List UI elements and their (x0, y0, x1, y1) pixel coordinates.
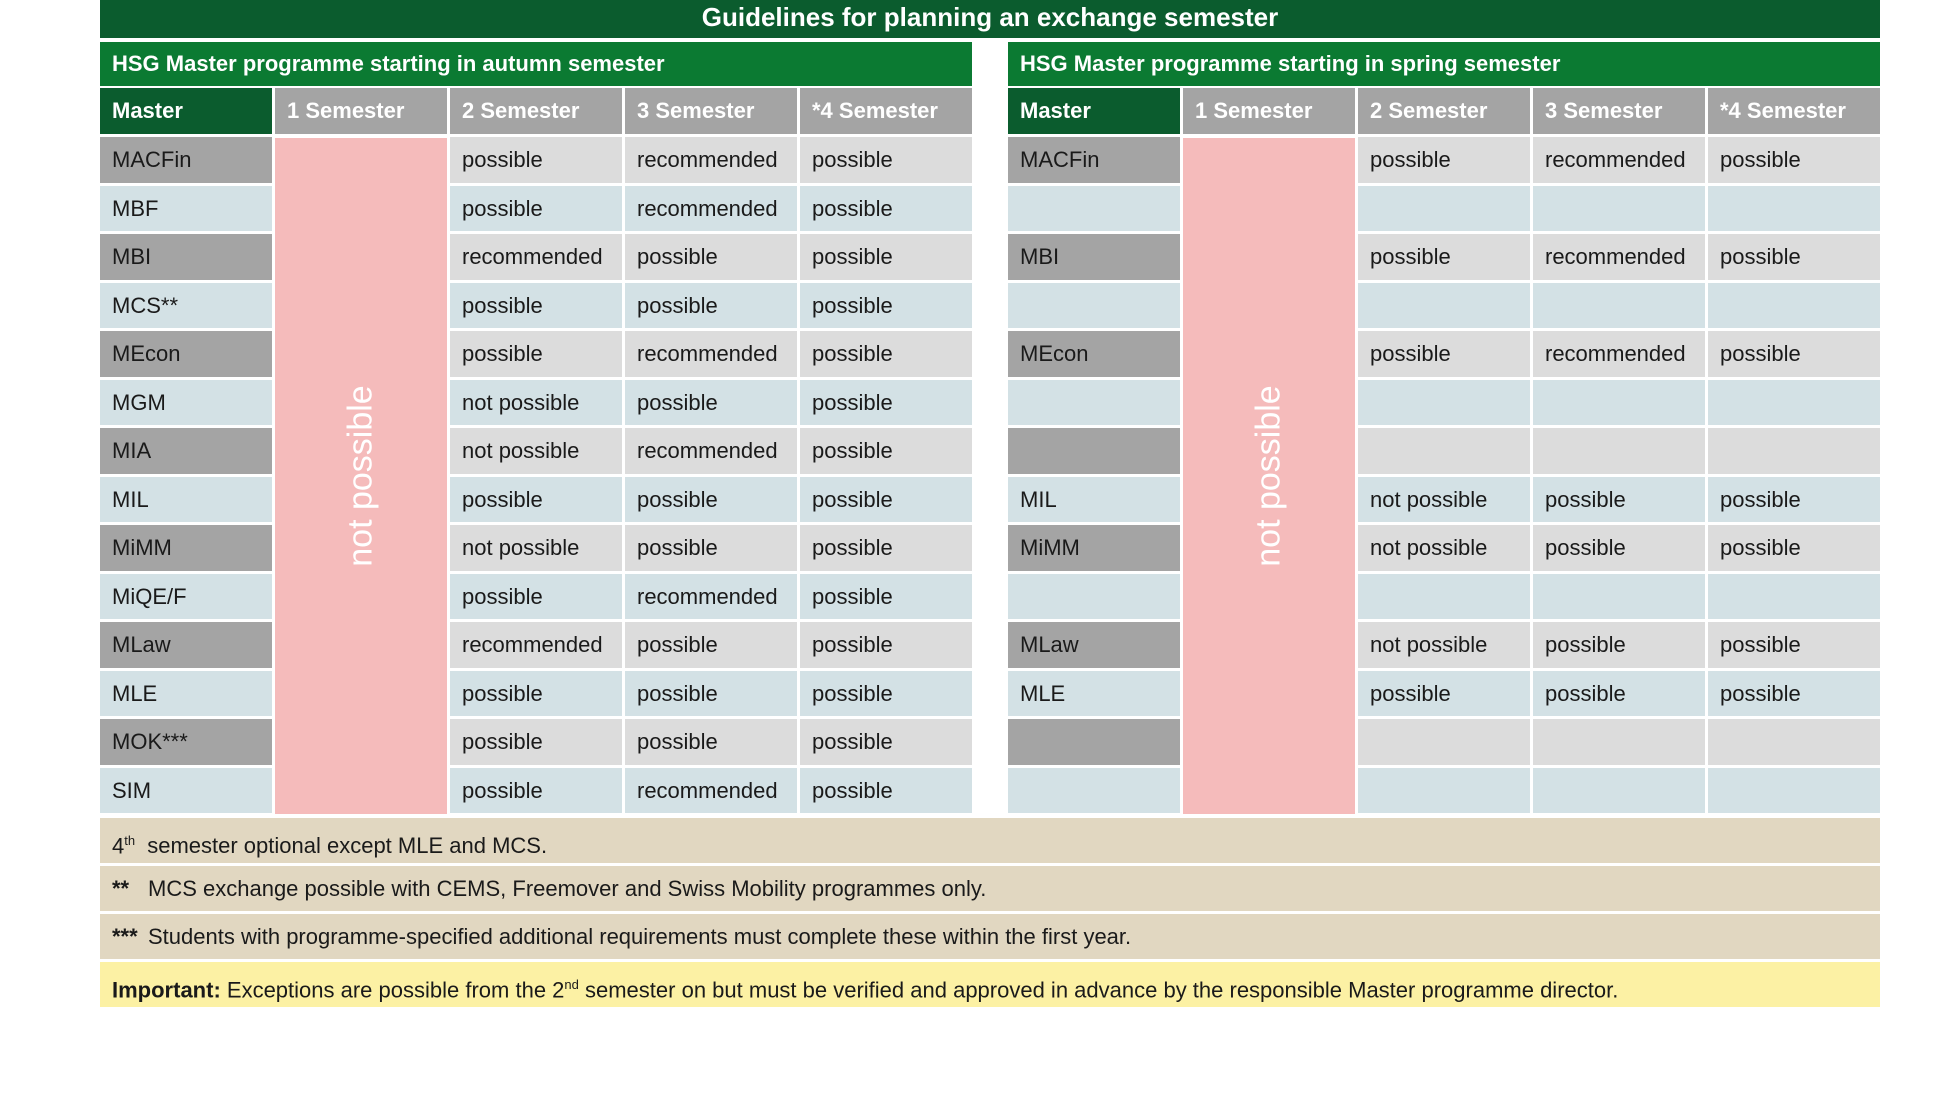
semester-3-cell: recommended (625, 331, 797, 377)
page-title: Guidelines for planning an exchange semester (100, 0, 1880, 38)
semester-2-cell (1358, 719, 1530, 765)
column-header-master: Master (1008, 88, 1180, 134)
semester-3-cell: recommended (625, 428, 797, 474)
programme-name-cell: MIA (100, 428, 272, 474)
table-row (1008, 477, 1880, 523)
table-row (1008, 719, 1880, 765)
table-row (1008, 525, 1880, 571)
semester-4-cell: possible (1708, 331, 1880, 377)
programme-name-cell (1008, 428, 1180, 474)
semester-2-cell: possible (450, 137, 622, 183)
semester-2-cell: possible (450, 574, 622, 620)
table-row (1008, 671, 1880, 717)
table-row (100, 331, 972, 377)
table-row (1008, 428, 1880, 474)
column-header-master: Master (100, 88, 272, 134)
semester-3-cell: possible (1533, 671, 1705, 717)
table-row (1008, 574, 1880, 620)
semester-2-cell: possible (450, 186, 622, 232)
semester-3-cell (1533, 186, 1705, 232)
note-mcs-marker: ** (112, 876, 130, 901)
semester-3-cell: recommended (625, 137, 797, 183)
section-heading: HSG Master programme starting in autumn semester (100, 42, 972, 86)
semester-4-cell: possible (800, 477, 972, 523)
column-header-semester-2: 2 Semester (450, 88, 622, 134)
semester-2-cell: recommended (450, 234, 622, 280)
table-row (100, 137, 972, 183)
semester-3-cell: recommended (1533, 234, 1705, 280)
programme-name-cell: MEcon (1008, 331, 1180, 377)
semester-3-cell (1533, 283, 1705, 329)
semester-4-cell (1708, 380, 1880, 426)
semester-4-cell (1708, 186, 1880, 232)
column-header-semester-1: 1 Semester (275, 88, 447, 134)
semester-4-cell: possible (800, 719, 972, 765)
semester-3-cell: possible (625, 719, 797, 765)
semester-3-cell: possible (625, 477, 797, 523)
note-fourth-semester-text: semester optional except MLE and MCS. (147, 833, 548, 859)
semester-2-cell: possible (450, 331, 622, 377)
table-row (100, 380, 972, 426)
programme-name-cell (1008, 186, 1180, 232)
column-header-semester-3: 3 Semester (1533, 88, 1705, 134)
note-fourth-semester (100, 818, 1880, 863)
semester-2-cell: possible (450, 283, 622, 329)
column-header-row (100, 88, 972, 134)
semester-2-cell: not possible (450, 428, 622, 474)
semester-3-cell: possible (1533, 477, 1705, 523)
semester-2-cell (1358, 428, 1530, 474)
note-mok-marker: *** (112, 924, 138, 949)
semester-2-cell (1358, 768, 1530, 814)
semester-4-cell: possible (1708, 137, 1880, 183)
programme-name-cell: MACFin (1008, 137, 1180, 183)
programme-name-cell: MLE (100, 671, 272, 717)
semester-3-cell: recommended (625, 574, 797, 620)
semester-4-cell: possible (1708, 671, 1880, 717)
note-fourth-semester-sup: th (124, 833, 136, 848)
first-semester-label: not possible (1249, 385, 1288, 567)
semester-4-cell: possible (800, 186, 972, 232)
table-row (100, 622, 972, 668)
programme-name-cell: MOK*** (100, 719, 272, 765)
note-mcs-text: MCS exchange possible with CEMS, Freemover and Swiss Mobility programmes only. (148, 876, 987, 901)
programme-name-cell (1008, 283, 1180, 329)
table-row (1008, 380, 1880, 426)
semester-3-cell (1533, 428, 1705, 474)
semester-2-cell: not possible (1358, 477, 1530, 523)
programme-name-cell: SIM (100, 768, 272, 814)
table-row (1008, 622, 1880, 668)
semester-4-cell (1708, 719, 1880, 765)
table-row (1008, 186, 1880, 232)
semester-3-cell (1533, 574, 1705, 620)
semester-2-cell: possible (450, 477, 622, 523)
programme-name-cell: MBF (100, 186, 272, 232)
semester-4-cell: possible (1708, 525, 1880, 571)
programme-name-cell: MiQE/F (100, 574, 272, 620)
semester-3-cell: possible (625, 671, 797, 717)
footnotes (100, 818, 1880, 1010)
programme-name-cell (1008, 768, 1180, 814)
table-row (1008, 283, 1880, 329)
semester-3-cell: possible (625, 283, 797, 329)
note-mok-text: Students with programme-specified additional requirements must complete these within the first year. (148, 924, 1132, 949)
semester-2-cell (1358, 574, 1530, 620)
semester-2-cell: not possible (450, 525, 622, 571)
programme-name-cell (1008, 719, 1180, 765)
semester-3-cell: recommended (625, 186, 797, 232)
semester-2-cell: not possible (1358, 525, 1530, 571)
note-important (100, 962, 1880, 1007)
programme-name-cell: MIL (100, 477, 272, 523)
programme-name-cell: MGM (100, 380, 272, 426)
semester-4-cell: possible (1708, 477, 1880, 523)
semester-3-cell: recommended (1533, 137, 1705, 183)
first-semester-merged-cell (275, 138, 447, 814)
table-row (100, 186, 972, 232)
semester-4-cell: possible (800, 622, 972, 668)
semester-4-cell: possible (800, 428, 972, 474)
semester-4-cell: possible (800, 331, 972, 377)
column-header-semester-4: *4 Semester (800, 88, 972, 134)
column-header-semester-1: 1 Semester (1183, 88, 1355, 134)
table-row (1008, 137, 1880, 183)
first-semester-label: not possible (341, 385, 380, 567)
table-row (100, 234, 972, 280)
note-mcs (100, 866, 1880, 911)
semester-3-cell: possible (1533, 525, 1705, 571)
semester-2-cell: recommended (450, 622, 622, 668)
programme-name-cell (1008, 574, 1180, 620)
autumn-table (100, 42, 972, 816)
table-row (1008, 331, 1880, 377)
semester-4-cell (1708, 768, 1880, 814)
programme-name-cell: MLE (1008, 671, 1180, 717)
semester-4-cell: possible (800, 137, 972, 183)
table-row (100, 525, 972, 571)
column-header-row (1008, 88, 1880, 134)
semester-2-cell: not possible (1358, 622, 1530, 668)
semester-4-cell (1708, 574, 1880, 620)
semester-3-cell: possible (625, 234, 797, 280)
important-text-start: Exceptions are possible from the 2 (226, 977, 565, 1003)
section-heading: HSG Master programme starting in spring semester (1008, 42, 1880, 86)
semester-4-cell: possible (800, 234, 972, 280)
table-row (100, 477, 972, 523)
programme-name-cell: MiMM (100, 525, 272, 571)
table-row (1008, 768, 1880, 814)
semester-4-cell: possible (800, 574, 972, 620)
column-header-semester-3: 3 Semester (625, 88, 797, 134)
programme-name-cell: MLaw (1008, 622, 1180, 668)
column-header-semester-2: 2 Semester (1358, 88, 1530, 134)
semester-3-cell: recommended (1533, 331, 1705, 377)
programme-name-cell: MIL (1008, 477, 1180, 523)
table-row (100, 671, 972, 717)
semester-2-cell: possible (450, 768, 622, 814)
semester-2-cell: possible (1358, 234, 1530, 280)
table-row (100, 574, 972, 620)
semester-4-cell: possible (800, 380, 972, 426)
table-row (100, 283, 972, 329)
semester-2-cell: possible (450, 671, 622, 717)
semester-2-cell: possible (450, 719, 622, 765)
semester-4-cell: possible (800, 671, 972, 717)
column-header-semester-4: *4 Semester (1708, 88, 1880, 134)
semester-2-cell: possible (1358, 671, 1530, 717)
semester-2-cell (1358, 380, 1530, 426)
programme-name-cell: MACFin (100, 137, 272, 183)
semester-3-cell: recommended (625, 768, 797, 814)
important-text-end: semester on but must be verified and approved in advance by the responsible Master programme director. (585, 977, 1619, 1003)
semester-4-cell: possible (1708, 234, 1880, 280)
programme-name-cell: MBI (1008, 234, 1180, 280)
table-row (100, 768, 972, 814)
semester-2-cell: possible (1358, 331, 1530, 377)
semester-3-cell: possible (625, 525, 797, 571)
important-label: Important: (112, 977, 221, 1003)
semester-4-cell: possible (1708, 622, 1880, 668)
table-row (1008, 234, 1880, 280)
semester-3-cell (1533, 719, 1705, 765)
semester-3-cell: possible (625, 380, 797, 426)
semester-4-cell: possible (800, 768, 972, 814)
semester-4-cell: possible (800, 525, 972, 571)
spring-table (1008, 42, 1880, 816)
table-row (100, 719, 972, 765)
semester-2-cell: not possible (450, 380, 622, 426)
programme-name-cell: MCS** (100, 283, 272, 329)
first-semester-merged-cell (1183, 138, 1355, 814)
semester-4-cell: possible (800, 283, 972, 329)
semester-4-cell (1708, 428, 1880, 474)
note-mok (100, 914, 1880, 959)
semester-2-cell (1358, 186, 1530, 232)
programme-name-cell: MLaw (100, 622, 272, 668)
semester-3-cell (1533, 768, 1705, 814)
note-fourth-semester-number: 4 (112, 833, 125, 859)
semester-3-cell: possible (1533, 622, 1705, 668)
programme-name-cell: MBI (100, 234, 272, 280)
table-row (100, 428, 972, 474)
programme-name-cell: MEcon (100, 331, 272, 377)
semester-2-cell (1358, 283, 1530, 329)
semester-3-cell: possible (625, 622, 797, 668)
semester-4-cell (1708, 283, 1880, 329)
programme-name-cell: MiMM (1008, 525, 1180, 571)
semester-2-cell: possible (1358, 137, 1530, 183)
programme-name-cell (1008, 380, 1180, 426)
important-sup: nd (564, 977, 579, 992)
semester-3-cell (1533, 380, 1705, 426)
